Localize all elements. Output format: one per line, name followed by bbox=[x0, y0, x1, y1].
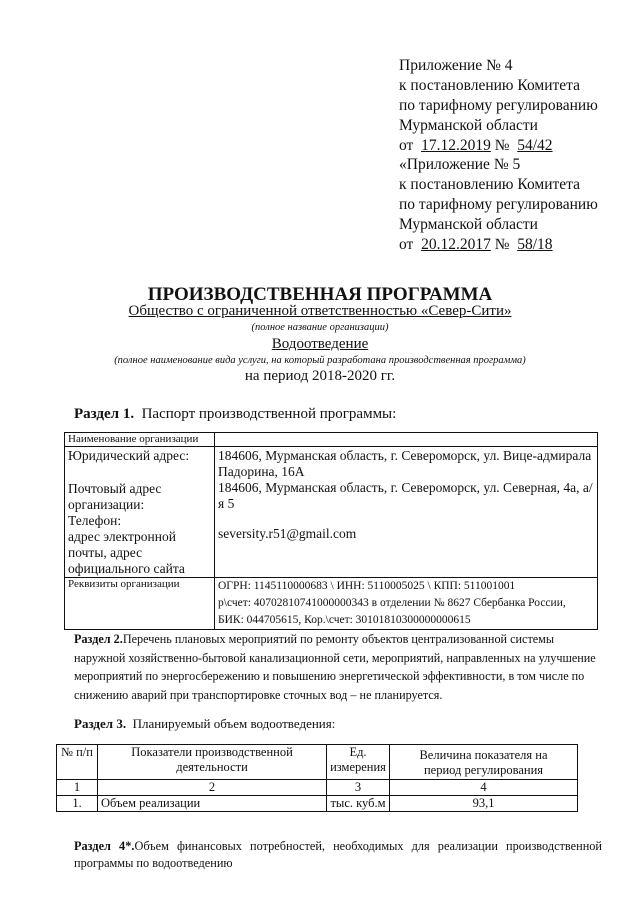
section-2-label: Раздел 2. bbox=[74, 632, 123, 646]
section-2 bbox=[74, 630, 602, 704]
table-row bbox=[57, 796, 578, 812]
appendix-5-from: от bbox=[399, 236, 414, 253]
section-4 bbox=[74, 838, 602, 872]
section-3-label: Раздел 3. bbox=[74, 716, 127, 731]
section-1-title: Паспорт производственной программы: bbox=[141, 406, 397, 422]
service-name: Водоотведение bbox=[271, 336, 369, 352]
email-label: адрес электронной почты, адрес официального сайта bbox=[68, 529, 185, 576]
organization-name: Общество с ограниченной ответственностью «Север-Сити» bbox=[128, 303, 512, 319]
appendix-4-line4: Мурманской области bbox=[399, 117, 538, 134]
legal-address-label: Юридический адрес: bbox=[68, 448, 190, 463]
table-numbering-row bbox=[57, 780, 578, 796]
appendix-4-date-line bbox=[399, 136, 598, 156]
table-row bbox=[65, 433, 598, 447]
requisites-line1: ОГРН: 1145110000683 \ ИНН: 5110005025 \ КПП: 511001001 bbox=[218, 580, 516, 592]
org-name-label: Наименование организации bbox=[65, 433, 215, 447]
contacts-labels bbox=[65, 447, 215, 578]
service-note: (полное наименование вида услуги, на который разработана производственная программа) bbox=[114, 355, 526, 366]
appendix-5-date-line bbox=[399, 235, 598, 255]
postal-address-value: 184606, Мурманская область, г. Североморск, ул. Северная, 4а, а/я 5 bbox=[218, 480, 593, 511]
appendix-4-no: № bbox=[494, 137, 510, 154]
section-3-heading bbox=[74, 716, 335, 732]
appendix-4-date: 17.12.2019 bbox=[421, 137, 491, 154]
requisites-line3: БИК: 044705615, Кор.\счет: 30101810300000000615 bbox=[218, 614, 471, 626]
requisites-values bbox=[215, 578, 598, 630]
volume-table bbox=[56, 744, 578, 812]
table-row bbox=[65, 578, 598, 630]
contacts-values bbox=[215, 447, 598, 578]
appendix-5-date: 20.12.2017 bbox=[421, 236, 491, 253]
section-4-text: Объем финансовых потребностей, необходимых для реализации производственной программы по водоотведению bbox=[74, 839, 602, 870]
row-value: 93,1 bbox=[390, 796, 578, 812]
organization-note: (полное название организации) bbox=[251, 322, 389, 333]
phone-label: Телефон: bbox=[68, 513, 122, 528]
appendix-5-block bbox=[399, 155, 598, 255]
appendix-4-block bbox=[399, 56, 598, 156]
section-2-text: Перечень плановых мероприятий по ремонту объектов централизованной системы наружной хозяйственно-бытовой канализационной сети, мероприятий, направленных на улучшение мероприятий по энергосбережению и повышению энергетической эффективности, в том числе по снижению аварий при транспортировке сточных вод – не планируется. bbox=[74, 632, 596, 702]
table-header-row bbox=[57, 745, 578, 780]
row-indicator: Объем реализации bbox=[98, 796, 327, 812]
requisites-line2: р\счет: 40702810741000000343 в отделении № 8627 Сбербанка России, bbox=[218, 597, 566, 609]
email-value: seversity.r51@gmail.com bbox=[218, 526, 357, 541]
appendix-5-line2: к постановлению Комитета bbox=[399, 176, 580, 193]
appendix-5-line3: по тарифному регулированию bbox=[399, 196, 598, 213]
passport-table bbox=[64, 432, 598, 630]
appendix-4-number: 54/42 bbox=[517, 137, 553, 154]
header-value: Величина показателя на период регулирования bbox=[390, 745, 578, 780]
row-num: 1. bbox=[57, 796, 98, 812]
org-name-value bbox=[215, 433, 598, 447]
page-title: ПРОИЗВОДСТВЕННАЯ ПРОГРАММА bbox=[147, 284, 493, 305]
header-num: № п/п bbox=[57, 745, 98, 780]
numbering-cell: 4 bbox=[390, 780, 578, 796]
section-1-label: Раздел 1. bbox=[74, 406, 135, 422]
table-row bbox=[65, 447, 598, 578]
numbering-cell: 2 bbox=[98, 780, 327, 796]
row-unit: тыс. куб.м bbox=[327, 796, 390, 812]
appendix-4-from: от bbox=[399, 137, 414, 154]
numbering-cell: 3 bbox=[327, 780, 390, 796]
header-indicator: Показатели производственной деятельности bbox=[98, 745, 327, 780]
postal-address-label: Почтовый адрес организации: bbox=[68, 481, 162, 512]
requisites-label: Реквизиты организации bbox=[65, 578, 215, 630]
section-3-title: Планируемый объем водоотведения: bbox=[132, 716, 336, 731]
section-1-heading bbox=[74, 406, 396, 423]
program-period: на период 2018-2020 гг. bbox=[244, 368, 396, 384]
appendix-5-no: № bbox=[494, 236, 510, 253]
legal-address-value: 184606, Мурманская область, г. Североморск, ул. Вице-адмирала Падорина, 16А bbox=[218, 448, 592, 479]
appendix-5-line1: «Приложение № 5 bbox=[399, 156, 521, 173]
header-unit: Ед. измерения bbox=[327, 745, 390, 780]
numbering-cell: 1 bbox=[57, 780, 98, 796]
appendix-4-line1: Приложение № 4 bbox=[399, 57, 513, 74]
appendix-4-line2: к постановлению Комитета bbox=[399, 77, 580, 94]
section-4-label: Раздел 4*. bbox=[74, 839, 135, 853]
appendix-5-number: 58/18 bbox=[517, 236, 553, 253]
appendix-5-line4: Мурманской области bbox=[399, 216, 538, 233]
appendix-4-line3: по тарифному регулированию bbox=[399, 97, 598, 114]
